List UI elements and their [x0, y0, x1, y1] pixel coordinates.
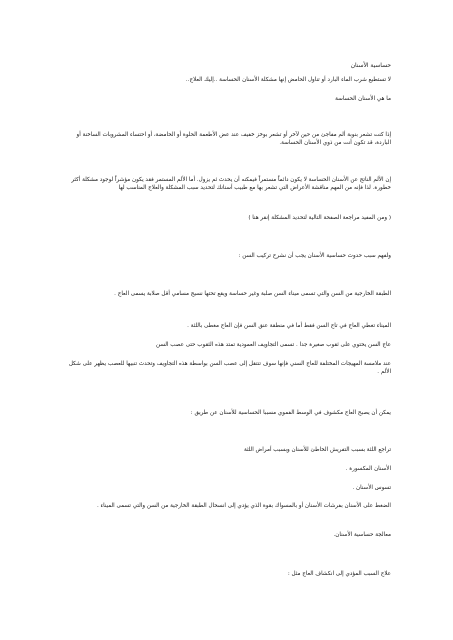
cause-item: تراجع اللثة بسبب التفريش الخاطئ للأسنان وبسبب أمراض اللثة — [243, 447, 391, 453]
cause-item: معالجة حساسية الأسنان. — [333, 532, 391, 538]
nerve-stimulus-paragraph: عند ملامسة المهيجات المختلفة للعاج السني فإنها سوف تنتقل إلى عصب السن بواسطة هذه التجاويف وتحدث تنبيها للعصب يظهر على شكل الألم . — [68, 361, 391, 376]
pain-paragraph: إن الألم الناتج عن الأسنان الحساسة لا يكون دائماً مستمراً فيمكنه أن يحدث ثم يزول. أما الألم المستمر فقد يكون مؤشراً لوجود مشكلة أكثر خطورة. لذا فإنه من المهم مناقشة الأعراض التي تشعر بها مع طبيب أسنانك لتحديد سبب المشكلة والعلاج المناسب لها — [71, 177, 391, 192]
cause-item: الضغط على الأسنان بفرشات الأسنان أو بالمسواك بقوة الذي يؤدي إلى انسحال الطبقة الخارجية من السن والتي تسمى الميناء . — [96, 503, 391, 509]
exposure-causes-intro: يمكن أن يصبح العاج مكشوف في الوسط الفموي مسببا الحساسية للأسنان عن طريق : — [190, 410, 391, 416]
question-heading: ما هي الأسنان الحساسة — [335, 96, 391, 102]
document-title: حساسية الأسنان — [350, 63, 391, 69]
cause-item: الأسنان المكسورة . — [345, 466, 391, 472]
cause-item: تسوس الأسنان . — [352, 485, 391, 491]
enamel-paragraph: الطبقة الخارجية من السن والتي تسمى ميناء السن صلبة وغير حساسة ويقع تحتها نسيج مسامي أقل صلابة يسمى العاج . — [114, 291, 391, 297]
dentin-tubules-paragraph: عاج السن يحتوي على ثقوب صغيرة جدا . تسمى التجاويف العمودية تمتد هذه الثقوب حتى عصب السن — [155, 342, 391, 348]
tooth-structure-intro: ولفهم سبب حدوث حساسية الأسنان يجب أن نشرح تركيب السن : — [238, 253, 391, 259]
intro-paragraph: لا تستطيع شرب الماء البارد أو تناول الحامض إنها مشكلة الأسنان الحساسة ..إليك العلاج.. — [185, 77, 391, 83]
symptoms-paragraph: إذا كنت تشعر بنوبة ألم مفاجئ من حين لآخر أو تشعر بوخز خفيف عند عض الأطعمة الحلوة أو الحامضة، أو احتساء المشروبات الساخنة أو الباردة، قد تكون أنت من ذوي الأسنان الحساسة. — [76, 132, 391, 147]
gum-coverage-paragraph: الميناء تغطي العاج في تاج السن فقط أما في منطقة عنق السن فإن العاج مغطى باللثة . — [187, 323, 391, 329]
reference-link-paragraph: ( ومن المفيد مراجعة الصفحة التالية لتحديد المشكلة إنقر هنا ) — [248, 215, 391, 221]
treatment-intro: علاج السبب المؤدي إلى انكشاف العاج مثل : — [287, 571, 391, 577]
